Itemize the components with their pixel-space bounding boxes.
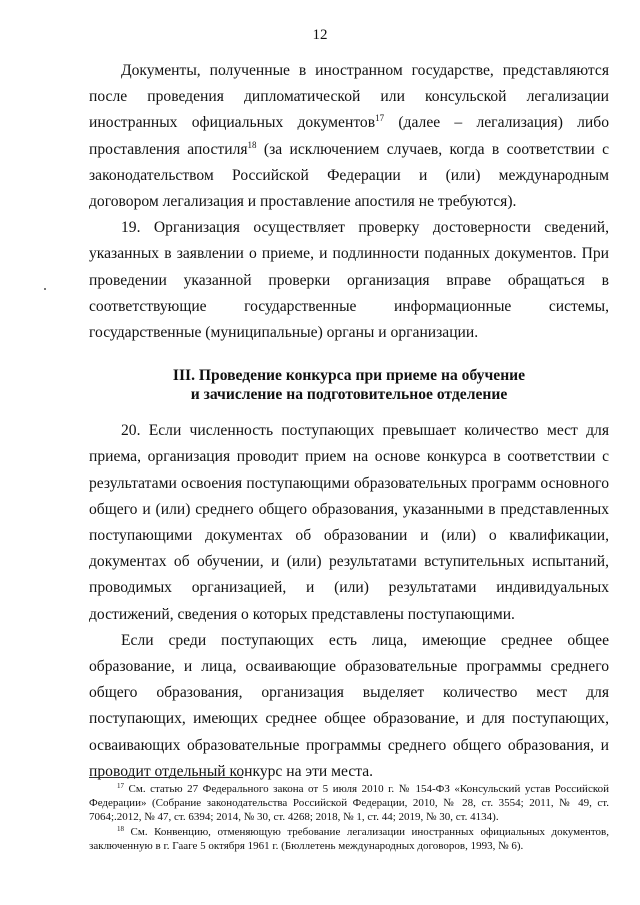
footnotes [89, 782, 609, 853]
paragraph-separate-competition: Если среди поступающих есть лица, имеющие среднее общее образование, и лица, осваивающие образовательные программы среднего общего образования, организация выделяет количество мест для поступающих, имеющих среднее общее образование, и для поступающих, осваивающих образовательные программы среднего общего образования, и проводит отдельный конкурс на эти места. [89, 631, 609, 780]
paragraph-legalization [89, 58, 609, 215]
page-number: 12 [312, 27, 328, 43]
scan-speck [44, 288, 46, 290]
footnote-text: См. Конвенцию, отменяющую требование легализации иностранных официальных документов, заключенную в г. Гааге 5 октября 1961 г. (Бюллетень международных договоров, 1993, № 6). [89, 825, 609, 852]
section-heading [89, 366, 609, 404]
paragraph-text: Документы, полученные в иностранном государстве, представляются после проведения дипломатической или консульской легализации иностранных официальных документов [89, 62, 609, 132]
section-heading-line2: и зачисление на подготовительное отделение [190, 386, 508, 404]
footnote-mark: 17 [117, 782, 124, 790]
footnote-18 [89, 825, 609, 853]
document-body [89, 58, 609, 785]
footnote-divider [89, 777, 243, 778]
section-heading-line1: III. Проведение конкурса при приеме на обучение [172, 367, 526, 385]
paragraph-20: 20. Если численность поступающих превышает количество мест для приема, организация проводит прием на основе конкурса в соответствии с результатами освоения поступающими образовательных программ основного общего и (или) среднего общего образования, указанными в представленных поступающими документах об образовании и (или) о квалификации, документах об обучении, и (или) результатами вступительных испытаний, проводимых организацией, и (или) результатами индивидуальных достижений, сведения о которых представлены поступающими. [89, 422, 609, 623]
paragraph-19: 19. Организация осуществляет проверку достоверности сведений, указанных в заявлении о приеме, и подлинности поданных документов. При проведении указанной проверки организация вправе обращаться в соответствующие государственные информационные системы, государственные (муниципальные) органы и организации. [89, 219, 609, 342]
paragraph-text: (за исключением случаев, когда в соответствии с законодательством Российской Федерации и (или) международным договором легализация и проставление апостиля не требуются). [89, 140, 610, 211]
footnote-17 [89, 782, 609, 825]
paragraph-text: (далее – легализация) либо проставления апостиля [89, 114, 609, 158]
footnote-text: См. статью 27 Федерального закона от 5 июля 2010 г. № 154-ФЗ «Консульский устав Российской Федерации» (Собрание законодательства Российской Федерации, 2010, № 28, ст. 3554; 2011, № 49, ст. 7064;.2012, № 47, ст. 6394; 2014, № 30, ст. 4268; 2018, № 1, ст. 44; 2019, № 30, ст. 4134). [89, 783, 609, 824]
footnote-ref-18[interactable]: 18 [247, 139, 257, 150]
footnote-ref-17[interactable]: 17 [375, 113, 385, 124]
footnote-mark: 18 [117, 824, 124, 833]
